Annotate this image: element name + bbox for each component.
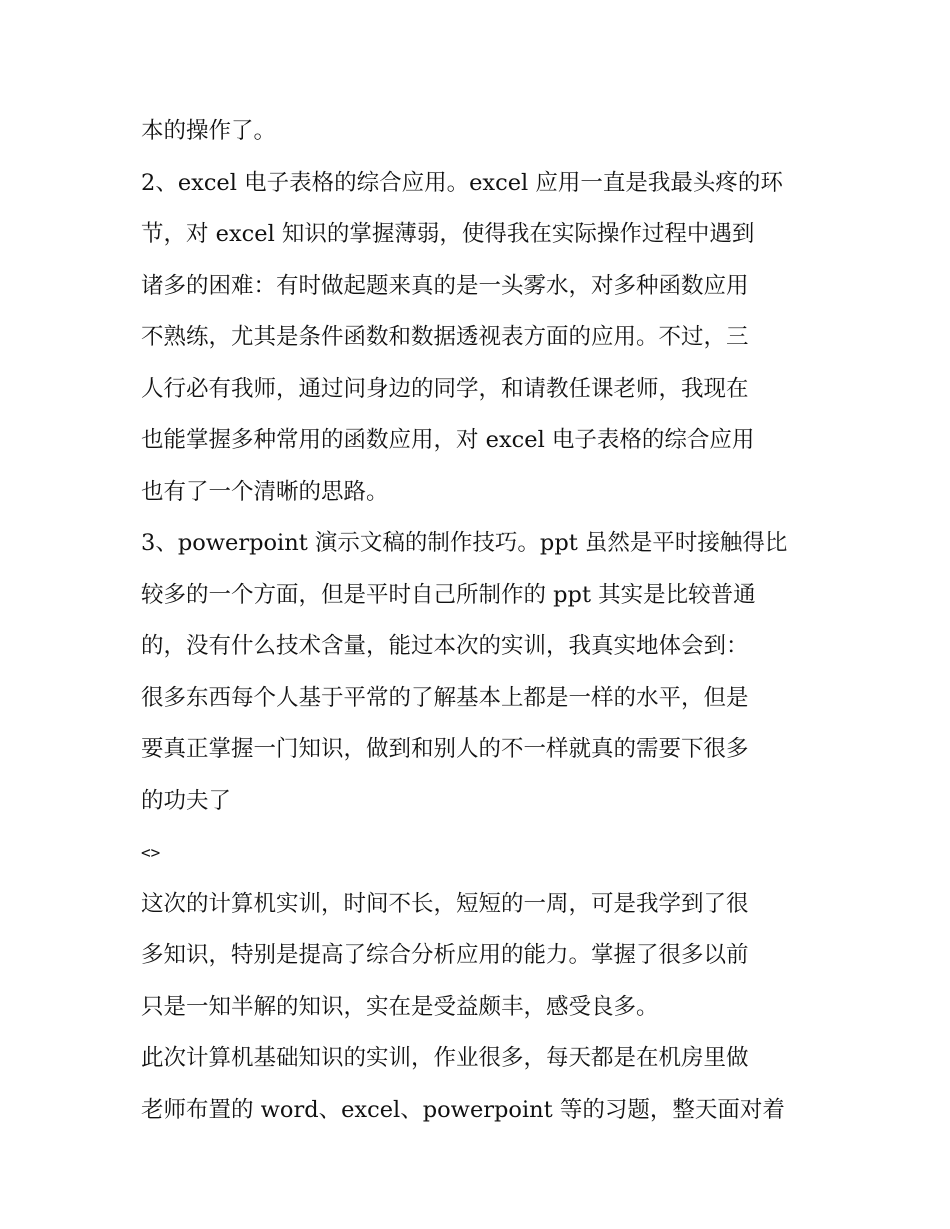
text-line: 的功夫了 xyxy=(141,787,232,814)
text-line: 不熟练，尤其是条件函数和数据透视表方面的应用。不过，三 xyxy=(141,324,749,350)
text-line: 的，没有什么技术含量，能过本次的实训，我真实地体会到： xyxy=(141,633,749,659)
text-line: 2、excel 电子表格的综合应用。excel 应用一直是我最头疼的环 xyxy=(141,169,783,196)
text-line: 也有了一个清晰的思路。 xyxy=(141,478,389,505)
document-body xyxy=(141,106,813,1136)
text-line: 要真正掌握一门知识，做到和别人的不一样就真的需要下很多 xyxy=(141,736,749,762)
text-line: <> xyxy=(141,843,161,862)
text-line: 较多的一个方面，但是平时自己所制作的 ppt 其实是比较普通 xyxy=(141,581,756,608)
text-line: 节，对 excel 知识的掌握薄弱，使得我在实际操作过程中遇到 xyxy=(141,221,755,247)
text-line: 很多东西每个人基于平常的了解基本上都是一样的水平，但是 xyxy=(141,684,749,711)
text-line: 多知识，特别是提高了综合分析应用的能力。掌握了很多以前 xyxy=(141,942,749,968)
text-line: 这次的计算机实训，时间不长，短短的一周，可是我学到了很 xyxy=(141,890,749,917)
text-line: 3、powerpoint 演示文稿的制作技巧。ppt 虽然是平时接触得比 xyxy=(141,530,788,556)
text-line: 本的操作了。 xyxy=(141,118,277,144)
text-line: 此次计算机基础知识的实训，作业很多，每天都是在机房里做 xyxy=(141,1045,749,1071)
text-line: 人行必有我师，通过问身边的同学，和请教任课老师，我现在 xyxy=(141,375,749,402)
text-line: 只是一知半解的知识，实在是受益颇丰，感受良多。 xyxy=(141,993,659,1020)
text-line: 也能掌握多种常用的函数应用，对 excel 电子表格的综合应用 xyxy=(141,427,755,453)
text-line: 诸多的困难：有时做起题来真的是一头雾水，对多种函数应用 xyxy=(141,272,749,299)
text-line: 老师布置的 word、excel、powerpoint 等的习题，整天面对着 xyxy=(141,1096,785,1123)
